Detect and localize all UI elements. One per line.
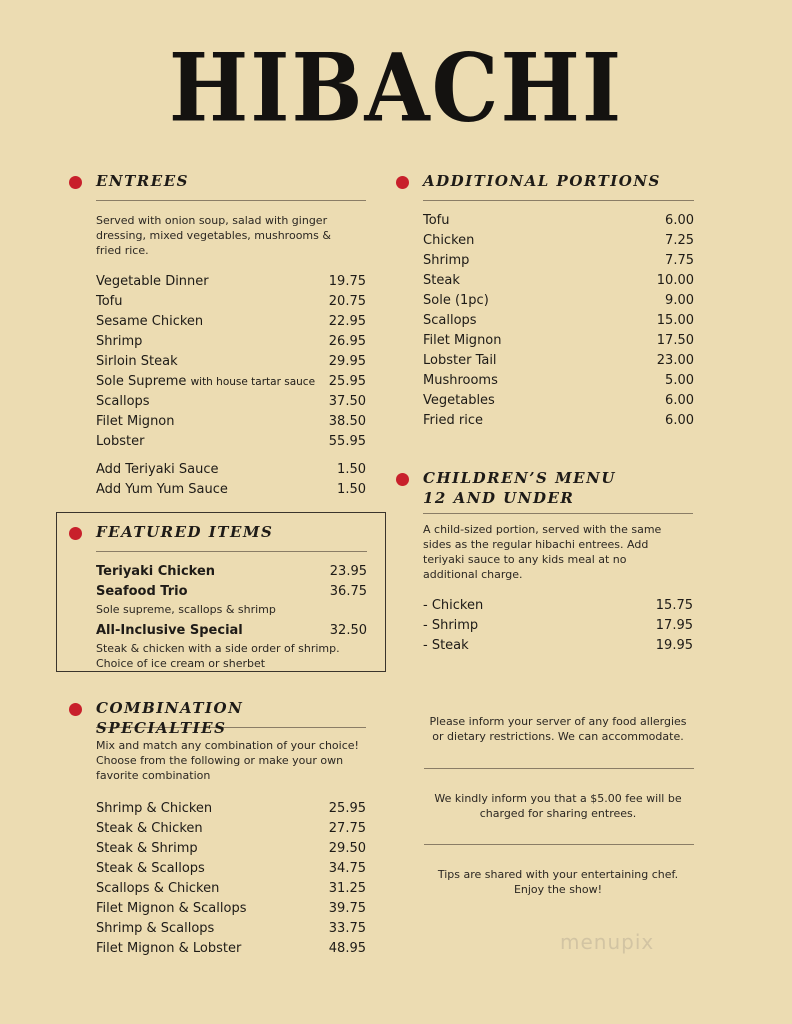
menu-item (423, 231, 694, 251)
item-name: Chicken (423, 233, 475, 248)
item-name-wrap (96, 859, 205, 879)
item-name-wrap (423, 636, 469, 656)
item-name-wrap (423, 291, 489, 311)
item-name-wrap (423, 331, 502, 351)
item-price: 31.25 (328, 881, 366, 896)
section-subtitle: 12 AND UNDER (423, 489, 575, 507)
item-price: 17.95 (655, 618, 693, 633)
item-name: Mushrooms (423, 373, 498, 388)
divider (423, 200, 694, 201)
item-name-wrap (96, 332, 142, 352)
item-name: - Steak (423, 638, 469, 653)
menu-item (423, 331, 694, 351)
bullet-dot-icon (396, 176, 409, 189)
item-name: Sole Supreme (96, 374, 187, 389)
item-price: 7.25 (665, 233, 694, 248)
menu-item (96, 432, 366, 452)
menu-item (96, 412, 366, 432)
menu-item (96, 332, 366, 352)
item-price: 34.75 (328, 861, 366, 876)
item-price: 20.75 (328, 294, 366, 309)
item-price: 15.00 (656, 313, 694, 328)
item-name: Scallops (96, 394, 150, 409)
item-name: Sirloin Steak (96, 354, 178, 369)
item-price: 48.95 (328, 941, 366, 956)
item-price: 39.75 (328, 901, 366, 916)
item-name: Tofu (423, 213, 450, 228)
menu-item (96, 352, 366, 372)
item-name: Scallops (423, 313, 477, 328)
item-name-wrap (423, 311, 477, 331)
menu-item (96, 292, 366, 312)
item-name: Steak & Scallops (96, 861, 205, 876)
item-price: 23.00 (656, 353, 694, 368)
item-price: 22.95 (328, 314, 366, 329)
item-name: Filet Mignon & Scallops (96, 901, 247, 916)
item-price: 36.75 (329, 584, 367, 599)
item-name: - Chicken (423, 598, 484, 613)
menu-item (423, 616, 693, 636)
item-price: 27.75 (328, 821, 366, 836)
allergy-note: Please inform your server of any food allergies or dietary restrictions. We can accommodate. (429, 715, 687, 743)
item-price: 29.50 (328, 841, 366, 856)
item-price: 38.50 (328, 414, 366, 429)
item-price: 9.00 (665, 293, 694, 308)
tips-note: Tips are shared with your entertaining chef. Enjoy the show! (437, 868, 679, 896)
item-name: Lobster Tail (423, 353, 497, 368)
entree-list (96, 272, 366, 452)
item-name: Vegetable Dinner (96, 274, 209, 289)
item-name: Lobster (96, 434, 145, 449)
menu-item (423, 311, 694, 331)
menu-item (96, 272, 366, 292)
item-note: with house tartar sauce (190, 376, 316, 388)
item-name: Filet Mignon & Lobster (96, 941, 242, 956)
item-name-wrap (423, 411, 483, 431)
item-price: 17.50 (656, 333, 694, 348)
menu-item (96, 562, 367, 582)
item-name-wrap (423, 391, 495, 411)
section-description: Served with onion soup, salad with ginger dressing, mixed vegetables, mushrooms & fried rice. (96, 214, 331, 257)
item-price: 23.95 (329, 564, 367, 579)
item-name: Tofu (96, 294, 123, 309)
item-price: 7.75 (665, 253, 694, 268)
menu-item (423, 251, 694, 271)
item-name-wrap (96, 272, 209, 292)
item-name-wrap (423, 211, 450, 231)
item-name-wrap (96, 372, 315, 392)
item-name: Shrimp & Scallops (96, 921, 215, 936)
item-name-wrap (96, 799, 212, 819)
menu-item (96, 372, 366, 392)
item-price: 25.95 (328, 374, 366, 389)
menu-item (423, 371, 694, 391)
item-price: 26.95 (328, 334, 366, 349)
section-title: CHILDREN’S MENU (423, 469, 616, 487)
menu-item (96, 312, 366, 332)
item-name: Shrimp & Chicken (96, 801, 213, 816)
item-name-wrap (96, 392, 150, 412)
item-name-wrap (96, 819, 203, 839)
item-name: Scallops & Chicken (96, 881, 220, 896)
item-price: 37.50 (328, 394, 366, 409)
item-name-wrap (423, 596, 483, 616)
menu-item (423, 636, 693, 656)
item-price: 5.00 (665, 373, 694, 388)
item-name: Sesame Chicken (96, 314, 204, 329)
item-price: 6.00 (665, 393, 694, 408)
section-title: ENTREES (96, 172, 189, 190)
children-list (423, 596, 693, 656)
item-name-wrap (423, 351, 497, 371)
item-name: Steak & Shrimp (96, 841, 198, 856)
menu-item (423, 391, 694, 411)
item-name: Add Yum Yum Sauce (96, 482, 228, 497)
item-name: All-Inclusive Special (96, 623, 243, 638)
bullet-dot-icon (69, 703, 82, 716)
restaurant-title: HIBACHI (168, 32, 624, 143)
menu-item (96, 392, 366, 412)
divider (96, 551, 367, 552)
menu-item (96, 939, 366, 959)
watermark-logo: menupix (560, 930, 655, 954)
menu-item (96, 819, 366, 839)
item-name: Filet Mignon (423, 333, 502, 348)
item-price: 33.75 (328, 921, 366, 936)
item-name-wrap (96, 839, 198, 859)
item-name-wrap (96, 621, 243, 641)
menu-item (96, 480, 366, 500)
menu-item (423, 291, 694, 311)
item-name-wrap (96, 899, 246, 919)
item-name-wrap (423, 271, 460, 291)
item-name-wrap (96, 412, 175, 432)
item-name-wrap (423, 371, 498, 391)
item-name-wrap (96, 582, 188, 602)
divider (424, 768, 694, 769)
item-price: 19.75 (328, 274, 366, 289)
item-name: Shrimp (423, 253, 470, 268)
item-name: Teriyaki Chicken (96, 564, 216, 579)
combination-section (96, 698, 366, 959)
menu-item (96, 859, 366, 879)
item-name-wrap (96, 312, 203, 332)
item-name-wrap (96, 432, 144, 452)
divider (423, 513, 693, 514)
item-name-wrap (96, 480, 228, 500)
bullet-dot-icon (69, 176, 82, 189)
menu-item (96, 839, 366, 859)
item-price: 1.50 (337, 482, 366, 497)
menu-item (423, 351, 694, 371)
children-section (423, 468, 693, 656)
item-name: Sole (1pc) (423, 293, 489, 308)
item-name-wrap (96, 460, 219, 480)
item-name: Filet Mignon (96, 414, 175, 429)
menu-item (96, 621, 367, 641)
section-title: COMBINATION SPECIALTIES (96, 699, 244, 737)
menu-item (96, 799, 366, 819)
menu-item (423, 271, 694, 291)
entrees-section (96, 171, 366, 500)
menu-item (423, 596, 693, 616)
menu-item (96, 899, 366, 919)
item-name-wrap (423, 231, 474, 251)
item-price: 10.00 (656, 273, 694, 288)
item-name-wrap (96, 879, 219, 899)
bullet-dot-icon (69, 527, 82, 540)
item-price: 6.00 (665, 213, 694, 228)
divider (96, 200, 366, 201)
item-description: Steak & chicken with a side order of shrimp. Choice of ice cream or sherbet (96, 642, 340, 670)
item-price: 19.95 (655, 638, 693, 653)
item-name: Steak (423, 273, 460, 288)
item-name-wrap (96, 919, 214, 939)
combination-list (96, 799, 366, 959)
item-name: Seafood Trio (96, 584, 188, 599)
item-name: Fried rice (423, 413, 483, 428)
sharing-fee-note: We kindly inform you that a $5.00 fee will be charged for sharing entrees. (434, 792, 682, 820)
item-name: Steak & Chicken (96, 821, 203, 836)
item-name-wrap (96, 292, 123, 312)
section-title: FEATURED ITEMS (96, 523, 274, 541)
section-title: ADDITIONAL PORTIONS (423, 172, 661, 190)
menu-item (96, 460, 366, 480)
additional-section (423, 171, 694, 431)
item-name: Vegetables (423, 393, 495, 408)
item-price: 25.95 (328, 801, 366, 816)
item-name-wrap (423, 616, 478, 636)
item-price: 29.95 (328, 354, 366, 369)
item-name-wrap (96, 562, 215, 582)
section-description: Mix and match any combination of your choice! Choose from the following or make your own favorite combination (96, 739, 359, 782)
additional-list (423, 211, 694, 431)
menu-item (423, 211, 694, 231)
item-name: Add Teriyaki Sauce (96, 462, 219, 477)
bullet-dot-icon (396, 473, 409, 486)
divider (424, 844, 694, 845)
item-name-wrap (96, 352, 178, 372)
featured-list (96, 562, 367, 671)
menu-item (423, 411, 694, 431)
item-price: 32.50 (329, 623, 367, 638)
menu-item (96, 919, 366, 939)
featured-section (96, 522, 367, 675)
item-name: Shrimp (96, 334, 143, 349)
item-price: 15.75 (655, 598, 693, 613)
item-price: 55.95 (328, 434, 366, 449)
addon-list (96, 460, 366, 500)
menu-item (96, 582, 367, 602)
item-name: - Shrimp (423, 618, 479, 633)
item-name-wrap (96, 939, 241, 959)
item-price: 6.00 (665, 413, 694, 428)
item-name-wrap (423, 251, 469, 271)
item-description: Sole supreme, scallops & shrimp (96, 603, 276, 616)
item-price: 1.50 (337, 462, 366, 477)
section-description: A child-sized portion, served with the same sides as the regular hibachi entrees. Add teriyaki sauce to any kids meal at no additional charge. (423, 523, 662, 581)
menu-item (96, 879, 366, 899)
